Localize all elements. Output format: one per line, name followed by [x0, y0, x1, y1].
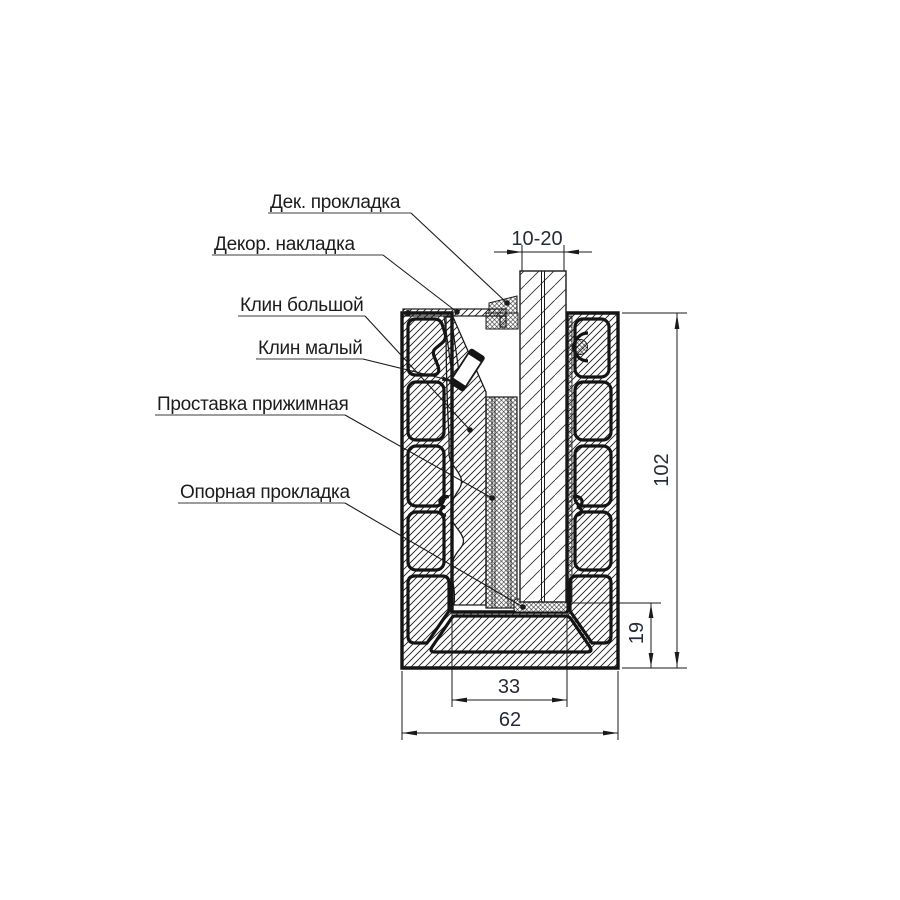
- dim-outer-width: 62: [498, 709, 522, 731]
- label-decorative-cover: Декор. накладка: [214, 234, 355, 255]
- clamp-spacer: [486, 397, 517, 608]
- round-gasket: [573, 340, 588, 355]
- label-small-wedge: Клин малый: [258, 338, 363, 359]
- label-decorative-gasket: Дек. прокладка: [270, 192, 401, 213]
- cover-clip-dot: [405, 310, 411, 316]
- glass-panel: [520, 271, 566, 602]
- label-support-gasket: Опорная прокладка: [180, 482, 350, 503]
- dim-overall-height: 102: [651, 453, 673, 487]
- label-clamp-spacer: Проставка прижимная: [157, 394, 349, 415]
- decorative-gasket: [486, 296, 518, 329]
- dim-inner-width: 33: [497, 676, 521, 698]
- dim-base-height: 19: [626, 621, 648, 645]
- label-big-wedge: Клин большой: [240, 295, 364, 316]
- dim-glass-thickness: 10-20: [511, 228, 563, 250]
- dimension-102: [622, 313, 687, 668]
- dimension-10-20: [494, 228, 592, 271]
- side-gasket-strip: [566, 316, 572, 602]
